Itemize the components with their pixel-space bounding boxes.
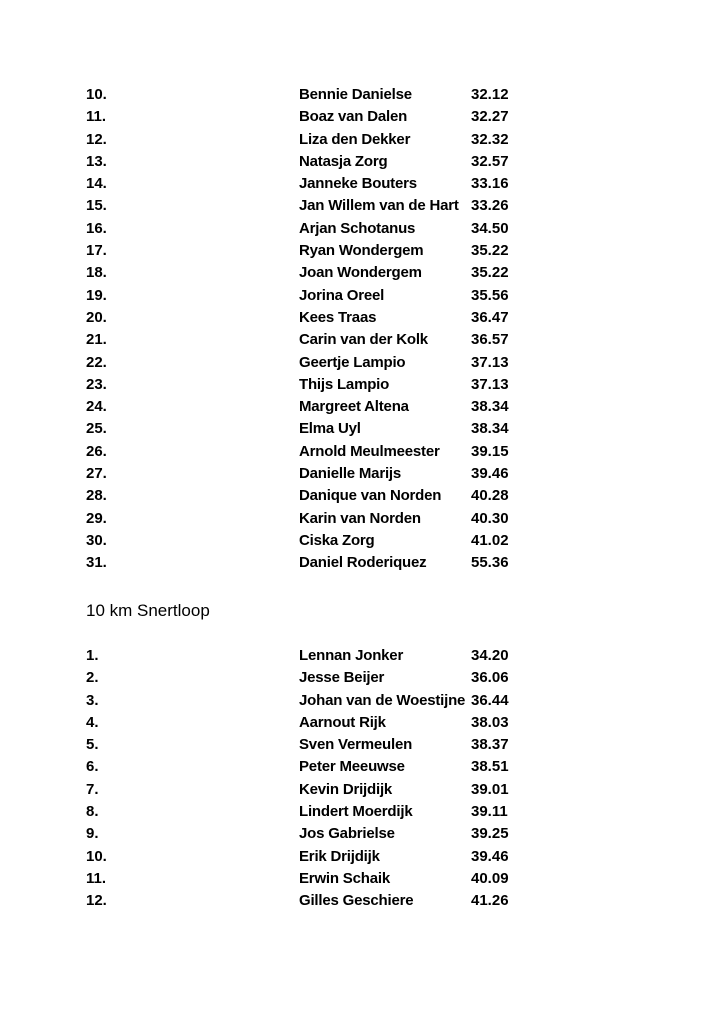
result-rank: 15. [86, 197, 107, 215]
result-time: 32.27 [471, 108, 509, 126]
result-rank: 22. [86, 353, 107, 371]
result-rank: 28. [86, 487, 107, 505]
result-rank: 25. [86, 420, 107, 438]
result-row [0, 151, 720, 173]
result-name: Lennan Jonker [299, 647, 404, 664]
result-rank: 29. [86, 509, 107, 527]
result-rank: 18. [86, 264, 107, 282]
result-row [0, 441, 720, 463]
result-rank: 20. [86, 308, 107, 326]
result-time: 32.32 [471, 130, 509, 148]
result-name: Johan van de Woestijne [299, 691, 466, 709]
result-row [0, 285, 720, 307]
result-rank: 5. [86, 736, 99, 754]
result-rank: 10. [86, 847, 107, 865]
result-name: Danique van Norden [299, 487, 442, 505]
result-rank: 31. [86, 554, 107, 572]
result-name: Janneke Bouters [299, 175, 417, 193]
result-rank: 16. [86, 219, 107, 237]
result-time: 33.26 [471, 197, 509, 215]
result-rank: 26. [86, 442, 107, 460]
result-name: Elma Uyl [299, 420, 361, 438]
result-rank: 8. [86, 803, 99, 821]
result-row [0, 195, 720, 217]
result-row [0, 218, 720, 240]
result-name: Geertje Lampio [299, 353, 406, 371]
result-rank: 12. [86, 130, 107, 148]
result-name: Arnold Meulmeester [299, 442, 440, 460]
result-rank: 6. [86, 758, 99, 776]
result-time: 41.26 [471, 892, 509, 910]
result-row [0, 552, 720, 574]
result-row [0, 645, 720, 667]
result-row [0, 240, 720, 262]
result-row [0, 485, 720, 507]
result-time: 41.02 [471, 531, 509, 549]
result-row [0, 173, 720, 195]
result-time: 34.50 [471, 219, 509, 237]
result-time: 36.57 [471, 331, 509, 349]
result-name: Natasja Zorg [299, 152, 388, 170]
result-row [0, 890, 720, 912]
result-row [0, 868, 720, 890]
result-name: Thijs Lampio [299, 375, 390, 393]
result-time: 38.51 [471, 758, 509, 776]
result-row [0, 307, 720, 329]
result-row [0, 530, 720, 552]
result-time: 36.47 [471, 308, 509, 326]
result-name: Jan Willem van de Hart [299, 197, 459, 215]
result-row [0, 508, 720, 530]
result-rank: 14. [86, 175, 107, 193]
result-name: Jorina Oreel [299, 286, 385, 304]
result-time: 35.56 [471, 286, 509, 304]
result-row [0, 262, 720, 284]
result-time: 37.13 [471, 375, 509, 393]
result-row [0, 667, 720, 689]
result-rank: 4. [86, 713, 99, 731]
result-time: 39.15 [471, 442, 509, 460]
result-name: Joan Wondergem [299, 264, 422, 282]
result-row [0, 712, 720, 734]
result-rank: 12. [86, 892, 107, 910]
result-name: Erik Drijdijk [299, 847, 380, 865]
result-time: 38.37 [471, 736, 509, 754]
result-name: Margreet Altena [299, 398, 409, 416]
result-rank: 7. [86, 780, 99, 798]
result-rank: 11. [86, 869, 107, 887]
result-name: Jesse Beijer [299, 669, 385, 687]
result-rank: 11. [86, 108, 107, 126]
result-row [0, 329, 720, 351]
result-time: 40.28 [471, 487, 509, 505]
result-time: 39.46 [471, 847, 509, 865]
result-time: 35.22 [471, 242, 509, 260]
result-row [0, 106, 720, 128]
result-name: Ciska Zorg [299, 531, 375, 549]
result-rank: 27. [86, 465, 107, 483]
result-rank: 30. [86, 531, 107, 549]
result-time: 36.44 [471, 691, 509, 709]
result-name: Gilles Geschiere [299, 892, 414, 910]
result-row [0, 823, 720, 845]
result-time: 34.20 [471, 647, 509, 664]
result-time: 40.09 [471, 869, 509, 887]
result-name: Danielle Marijs [299, 465, 402, 483]
result-rank: 1. [86, 647, 99, 664]
result-row [0, 801, 720, 823]
result-time: 40.30 [471, 509, 509, 527]
result-rank: 13. [86, 152, 107, 170]
result-rank: 9. [86, 825, 99, 843]
result-row [0, 779, 720, 801]
result-name: Kees Traas [299, 308, 377, 326]
result-rank: 21. [86, 331, 107, 349]
result-name: Erwin Schaik [299, 869, 390, 887]
result-name: Peter Meeuwse [299, 758, 405, 776]
result-time: 39.25 [471, 825, 509, 843]
result-row [0, 734, 720, 756]
result-time: 39.01 [471, 780, 509, 798]
result-rank: 19. [86, 286, 107, 304]
result-time: 39.11 [471, 803, 508, 821]
results-list-continued [0, 84, 720, 575]
result-time: 32.57 [471, 152, 509, 170]
result-name: Sven Vermeulen [299, 736, 413, 754]
result-time: 38.34 [471, 420, 509, 438]
result-name: Jos Gabrielse [299, 825, 395, 843]
result-time: 39.46 [471, 465, 509, 483]
result-row [0, 396, 720, 418]
result-rank: 24. [86, 398, 107, 416]
result-time: 38.34 [471, 398, 509, 416]
result-name: Ryan Wondergem [299, 242, 424, 260]
result-name: Carin van der Kolk [299, 331, 428, 349]
result-rank: 10. [86, 86, 107, 103]
result-name: Liza den Dekker [299, 130, 411, 148]
result-row [0, 463, 720, 485]
result-time: 55.36 [471, 554, 509, 572]
result-row [0, 352, 720, 374]
result-row [0, 374, 720, 396]
result-time: 36.06 [471, 669, 509, 687]
result-name: Boaz van Dalen [299, 108, 408, 126]
result-rank: 23. [86, 375, 107, 393]
section-heading-10km-snertloop: 10 km Snertloop [86, 601, 210, 620]
result-row [0, 418, 720, 440]
result-time: 33.16 [471, 175, 509, 193]
result-name: Lindert Moerdijk [299, 803, 413, 821]
result-name: Kevin Drijdijk [299, 780, 393, 798]
result-time: 35.22 [471, 264, 509, 282]
result-row [0, 756, 720, 778]
result-row [0, 129, 720, 151]
result-time: 37.13 [471, 353, 509, 371]
results-list-10km-snertloop [0, 645, 720, 913]
result-time: 38.03 [471, 713, 509, 731]
result-name: Aarnout Rijk [299, 713, 386, 731]
result-rank: 2. [86, 669, 99, 687]
result-row [0, 690, 720, 712]
result-name: Karin van Norden [299, 509, 421, 527]
result-rank: 3. [86, 691, 99, 709]
result-row [0, 84, 720, 106]
result-name: Bennie Danielse [299, 86, 412, 103]
result-row [0, 846, 720, 868]
result-name: Arjan Schotanus [299, 219, 416, 237]
result-rank: 17. [86, 242, 107, 260]
result-name: Daniel Roderiquez [299, 554, 427, 572]
result-time: 32.12 [471, 86, 509, 103]
